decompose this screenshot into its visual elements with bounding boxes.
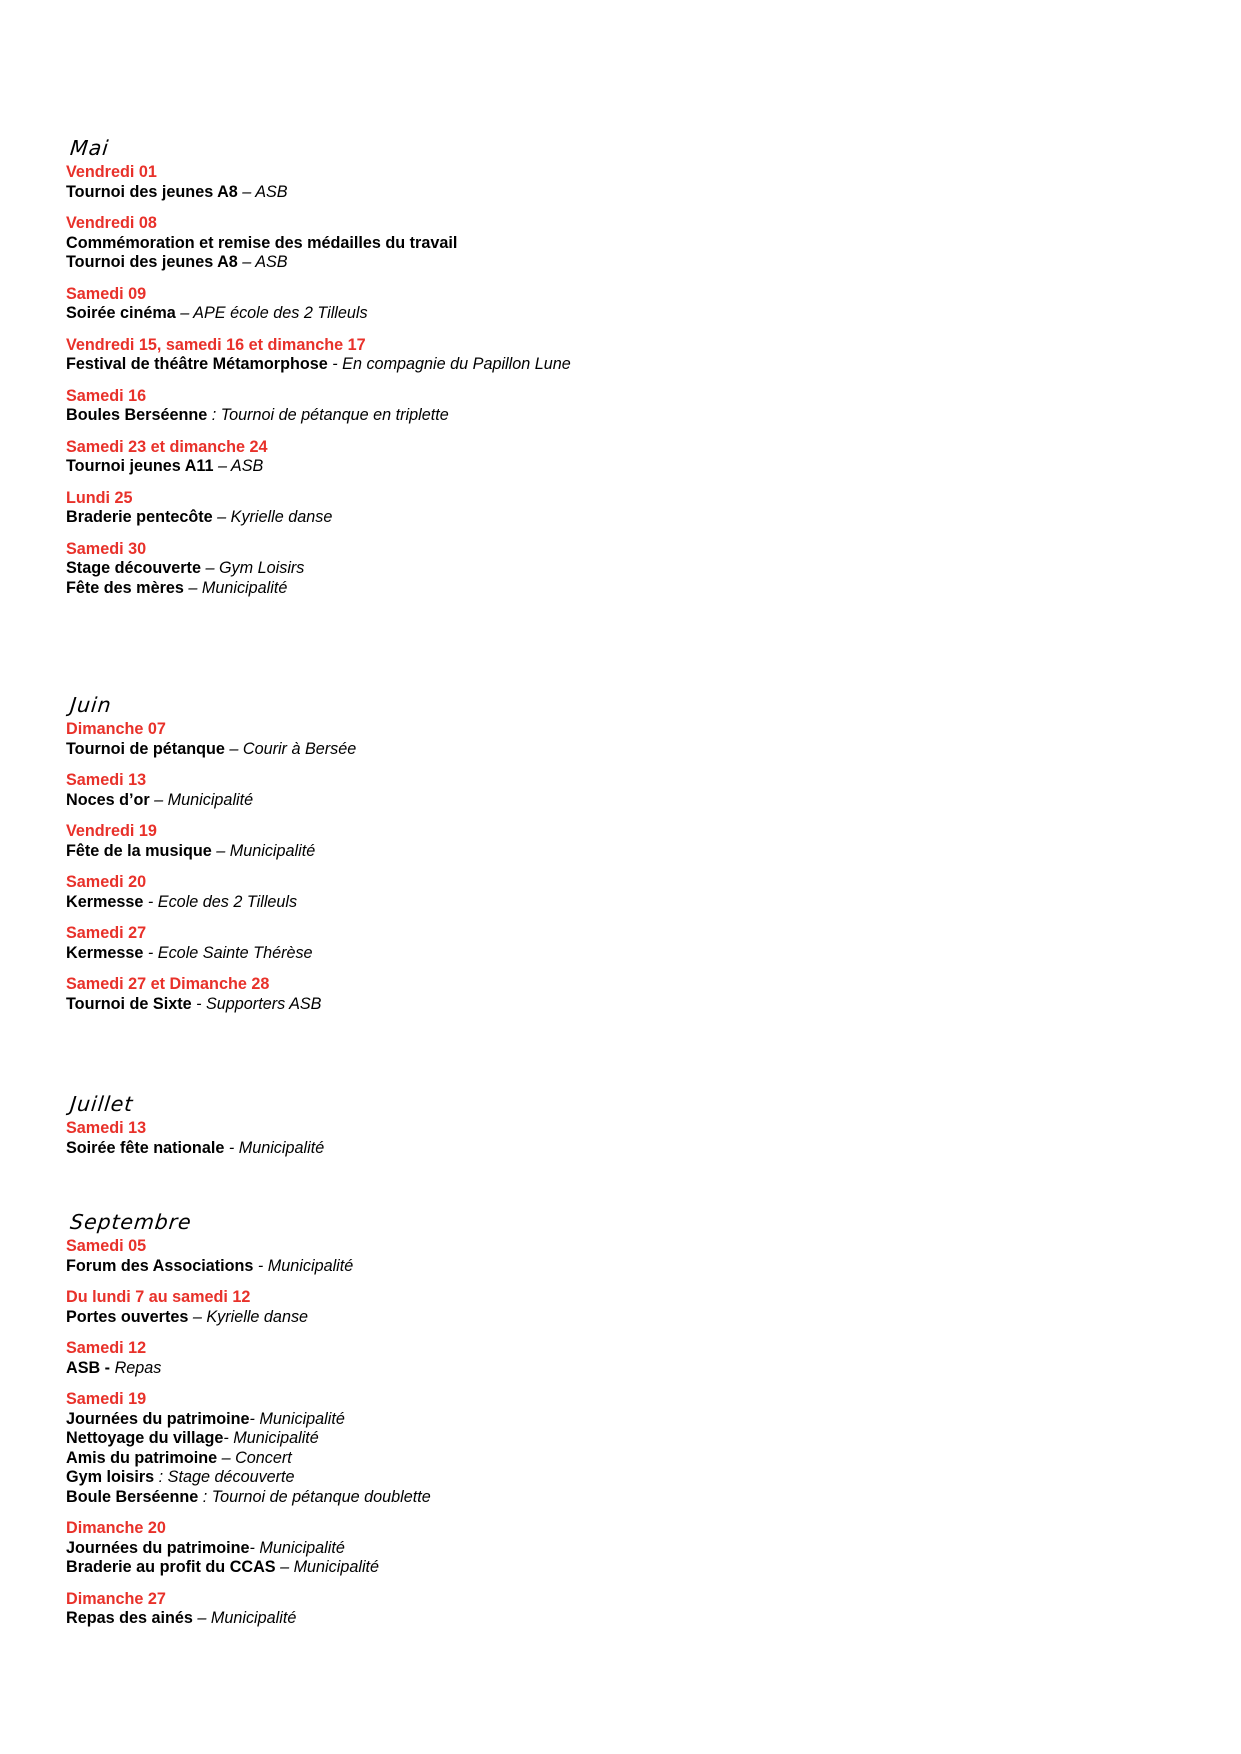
- event-group: [66, 924, 1066, 963]
- event-name: Stage découverte: [66, 559, 206, 577]
- event-name: Tournoi jeunes A11: [66, 457, 219, 475]
- event-group: [66, 822, 1066, 861]
- event-name: Journées du patrimoine: [66, 1409, 250, 1428]
- month-section-juin: [66, 693, 1066, 1014]
- event-organizer: – ASB: [242, 182, 288, 201]
- event-group: [66, 438, 1066, 477]
- month-section-mai: [66, 136, 1066, 598]
- date-heading: Vendredi 01: [66, 163, 157, 181]
- events-calendar: [66, 136, 1066, 1629]
- event-name: Forum des Associations: [66, 1256, 258, 1275]
- event-name: Festival de théâtre Métamorphose: [66, 355, 333, 373]
- event-name: ASB -: [66, 1358, 115, 1377]
- event-line: [66, 406, 1066, 426]
- event-organizer: – Municipalité: [216, 841, 316, 860]
- event-organizer: – APE école des 2 Tilleuls: [180, 304, 368, 322]
- event-group: [66, 336, 1066, 375]
- event-organizer: – Kyrielle danse: [217, 508, 333, 526]
- event-name: Boules Berséenne: [66, 406, 212, 424]
- event-line: [66, 355, 1066, 375]
- event-group: [66, 1119, 1066, 1158]
- date-heading: Vendredi 15, samedi 16 et dimanche 17: [66, 335, 366, 354]
- event-line: [66, 1359, 1066, 1379]
- event-organizer: : Tournoi de pétanque en triplette: [211, 406, 449, 424]
- event-line: [66, 1449, 1066, 1469]
- date-heading: Samedi 19: [66, 1390, 147, 1408]
- event-organizer: – Courir à Bersée: [229, 739, 357, 758]
- event-organizer: – Municipalité: [197, 1609, 297, 1627]
- event-organizer: - Ecole Sainte Thérèse: [147, 943, 313, 962]
- event-name: Nettoyage du village: [66, 1429, 224, 1447]
- event-group: [66, 1590, 1066, 1629]
- date-heading: Samedi 27 et Dimanche 28: [66, 975, 270, 993]
- event-name: Soirée fête nationale: [66, 1138, 229, 1157]
- event-organizer: – Municipalité: [188, 578, 288, 597]
- event-name: Tournoi de pétanque: [66, 739, 230, 758]
- event-line: [66, 1410, 1066, 1430]
- event-group: [66, 771, 1066, 810]
- date-heading: Samedi 13: [66, 1119, 147, 1137]
- date-heading: Samedi 13: [66, 771, 147, 789]
- date-heading: Lundi 25: [66, 488, 133, 507]
- event-group: [66, 1519, 1066, 1578]
- event-name: Gym loisirs: [66, 1468, 159, 1486]
- event-line: [66, 893, 1066, 913]
- event-group: [66, 214, 1066, 273]
- event-organizer: - Ecole des 2 Tilleuls: [147, 892, 298, 911]
- event-name: Boule Berséenne: [66, 1487, 203, 1506]
- month-heading-juin: Juin: [69, 693, 113, 717]
- event-line: [66, 944, 1066, 964]
- event-name: Fête de la musique: [66, 841, 217, 860]
- section-spacer: [66, 598, 1066, 693]
- event-group: [66, 1237, 1066, 1276]
- event-group: [66, 1339, 1066, 1378]
- event-group: [66, 163, 1066, 202]
- event-line: [66, 457, 1066, 477]
- event-organizer: – Concert: [221, 1448, 292, 1467]
- event-name: Soirée cinéma: [66, 304, 181, 322]
- date-heading: Dimanche 20: [66, 1519, 166, 1537]
- month-heading-mai: Mai: [69, 136, 111, 160]
- date-heading: Samedi 30: [66, 539, 147, 558]
- event-line: [66, 1468, 1066, 1488]
- event-organizer: - Supporters ASB: [196, 994, 322, 1013]
- event-line: [66, 842, 1066, 862]
- date-heading: Dimanche 27: [66, 1589, 166, 1608]
- date-heading: Vendredi 19: [66, 822, 157, 840]
- month-section-septembre: [66, 1210, 1066, 1629]
- month-heading-septembre: Septembre: [69, 1210, 193, 1234]
- event-group: [66, 1288, 1066, 1327]
- event-line: [66, 1488, 1066, 1508]
- event-name: Kermesse: [66, 892, 148, 911]
- event-line: [66, 1539, 1066, 1559]
- event-organizer: – Municipalité: [154, 790, 254, 809]
- event-line: [66, 1558, 1066, 1578]
- event-line: [66, 304, 1066, 324]
- event-organizer: – Municipalité: [280, 1558, 380, 1576]
- event-group: [66, 285, 1066, 324]
- event-organizer: - Municipalité: [228, 1138, 325, 1157]
- event-organizer: - Municipalité: [249, 1538, 345, 1557]
- event-line: [66, 1429, 1066, 1449]
- event-group: [66, 489, 1066, 528]
- section-spacer: [66, 1014, 1066, 1092]
- date-heading: Samedi 05: [66, 1237, 147, 1255]
- event-line: [66, 740, 1066, 760]
- event-name: Repas des ainés: [66, 1609, 198, 1627]
- event-name: Tournoi des jeunes A8: [66, 182, 243, 201]
- event-organizer: - Municipalité: [257, 1256, 354, 1275]
- event-name: Commémoration et remise des médailles du travail: [66, 233, 458, 252]
- date-heading: Samedi 09: [66, 284, 147, 303]
- date-heading: Samedi 16: [66, 386, 147, 405]
- event-line: [66, 1308, 1066, 1328]
- event-organizer: – Kyrielle danse: [192, 1307, 309, 1326]
- date-heading: Vendredi 08: [66, 214, 157, 232]
- event-line: [66, 234, 1066, 254]
- event-group: [66, 873, 1066, 912]
- event-organizer: : Tournoi de pétanque doublette: [202, 1487, 431, 1506]
- event-organizer: - Municipalité: [223, 1429, 319, 1447]
- event-line: [66, 579, 1066, 599]
- event-name: Tournoi de Sixte: [66, 994, 197, 1013]
- event-organizer: – ASB: [218, 457, 264, 475]
- event-name: Braderie au profit du CCAS: [66, 1558, 281, 1576]
- event-group: [66, 1390, 1066, 1507]
- event-group: [66, 387, 1066, 426]
- event-name: Noces d’or: [66, 790, 155, 809]
- event-group: [66, 720, 1066, 759]
- event-name: Kermesse: [66, 943, 148, 962]
- event-name: Amis du patrimoine: [66, 1448, 222, 1467]
- month-heading-juillet: Juillet: [69, 1092, 135, 1116]
- event-organizer: - En compagnie du Papillon Lune: [332, 355, 571, 373]
- date-heading: Samedi 20: [66, 873, 147, 891]
- event-organizer: Repas: [114, 1358, 162, 1377]
- section-spacer: [66, 1158, 1066, 1210]
- event-group: [66, 540, 1066, 599]
- event-name: Journées du patrimoine: [66, 1538, 250, 1557]
- event-organizer: : Stage découverte: [158, 1468, 295, 1486]
- event-line: [66, 1609, 1066, 1629]
- event-name: Portes ouvertes: [66, 1307, 193, 1326]
- event-organizer: - Municipalité: [249, 1409, 345, 1428]
- event-organizer: – Gym Loisirs: [205, 559, 305, 577]
- event-line: [66, 183, 1066, 203]
- event-organizer: – ASB: [242, 253, 288, 271]
- date-heading: Samedi 23 et dimanche 24: [66, 437, 268, 456]
- event-name: Tournoi des jeunes A8: [66, 253, 243, 271]
- event-name: Fête des mères: [66, 578, 189, 597]
- date-heading: Samedi 27: [66, 924, 147, 942]
- event-line: [66, 1139, 1066, 1159]
- event-line: [66, 791, 1066, 811]
- event-name: Braderie pentecôte: [66, 508, 218, 526]
- event-line: [66, 1257, 1066, 1277]
- month-section-juillet: [66, 1092, 1066, 1158]
- event-line: [66, 508, 1066, 528]
- event-line: [66, 995, 1066, 1015]
- event-line: [66, 253, 1066, 273]
- date-heading: Dimanche 07: [66, 720, 166, 738]
- event-group: [66, 975, 1066, 1014]
- date-heading: Du lundi 7 au samedi 12: [66, 1288, 251, 1306]
- date-heading: Samedi 12: [66, 1339, 147, 1357]
- event-line: [66, 559, 1066, 579]
